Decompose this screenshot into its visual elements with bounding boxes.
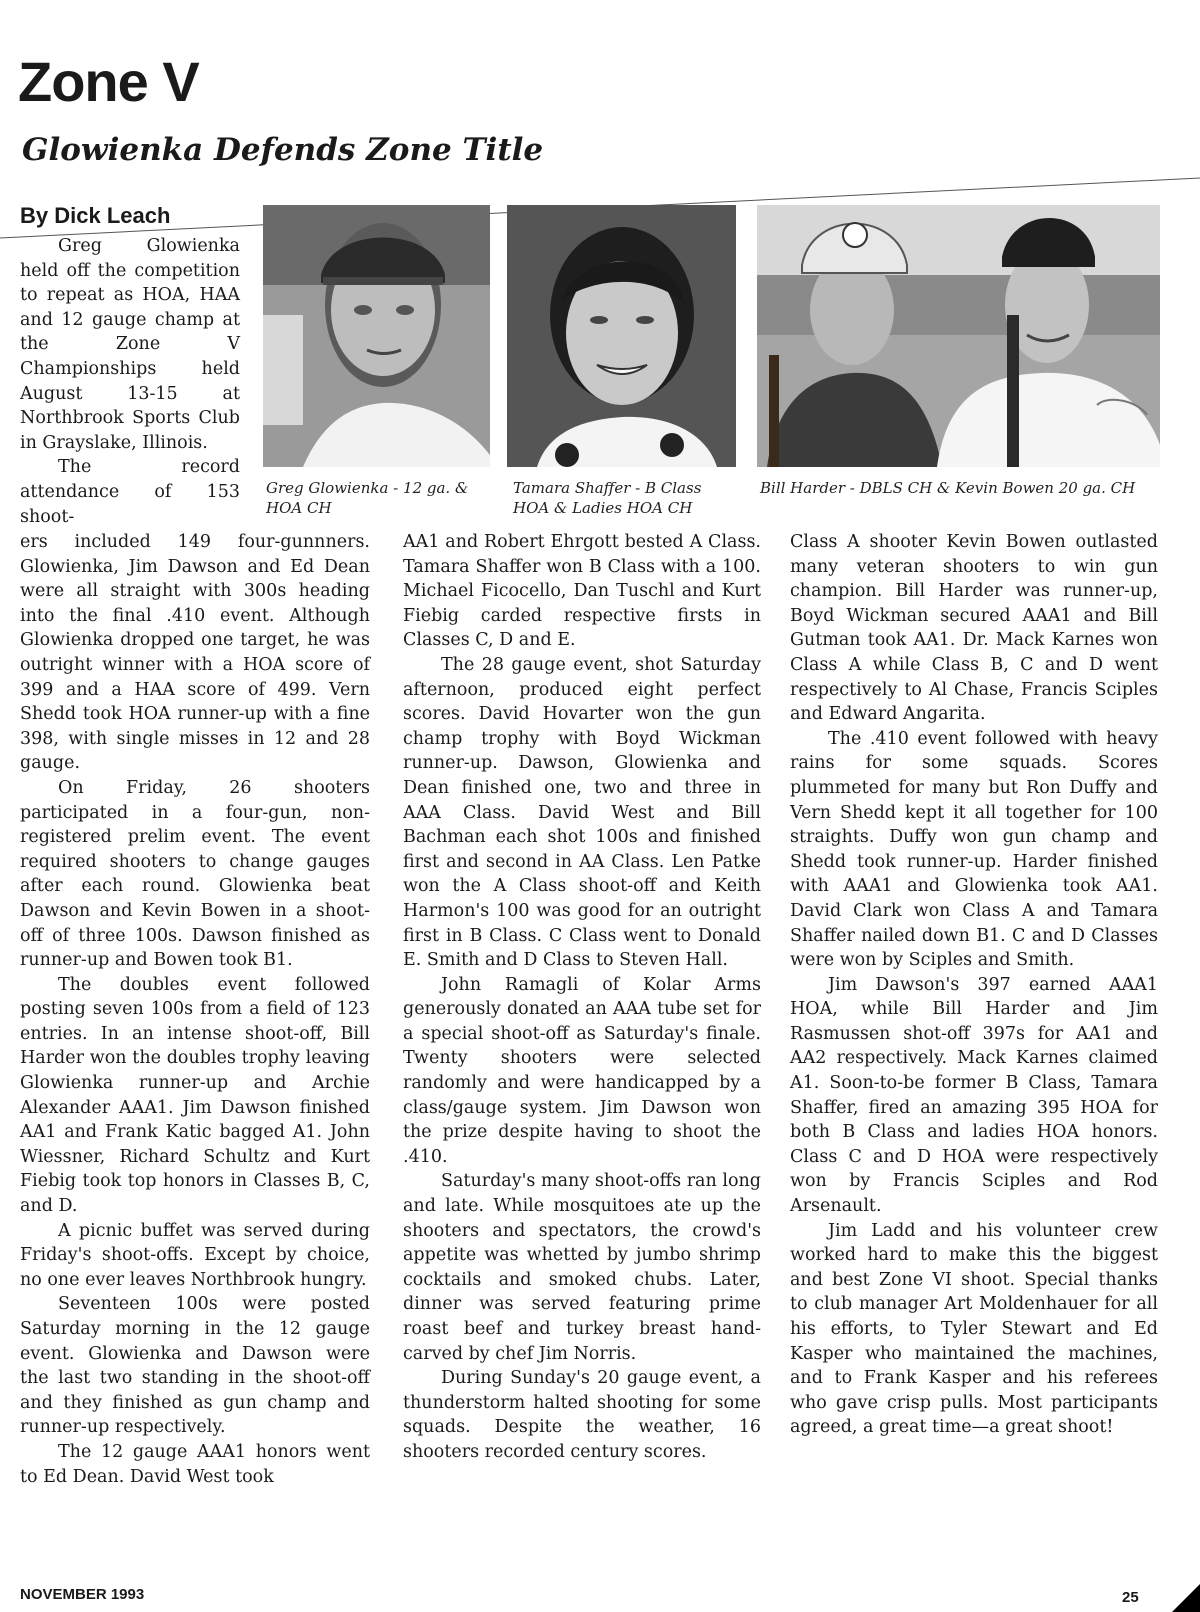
- paragraph: The record attendance of 153 shoot-: [20, 457, 240, 527]
- photo-caption-glowienka: Greg Glowienka - 12 ga. & HOA CH: [266, 479, 469, 517]
- paragraph: The 12 gauge AAA1 honors went to Ed Dean. David West took: [20, 1441, 370, 1487]
- paragraph: AA1 and Robert Ehrgott bested A Class. Tamara Shaffer won B Class with a 100. Michael Ficocello, Dan Tuschl and Kurt Fiebig carded respective firsts in Classes C, D and E.: [403, 532, 761, 651]
- page-number: 25: [1122, 1589, 1139, 1606]
- photo-tamara-shaffer: [507, 205, 736, 467]
- page-corner-mark: [1172, 1584, 1200, 1612]
- photo-caption-shaffer: Tamara Shaffer - B Class HOA & Ladies HOA CH: [513, 479, 702, 517]
- paragraph: During Sunday's 20 gauge event, a thunderstorm halted shooting for some squads. Despite the weather, 16 shooters recorded century scores.: [403, 1368, 761, 1462]
- paragraph: On Friday, 26 shooters participated in a four-gun, non-registered prelim event. The event required shooters to change gauges after each round. Glowienka beat Dawson and Kevin Bowen in a shoot-off of three 100s. Dawson finished as runner-up and Bowen took B1.: [20, 777, 370, 971]
- article-title: Zone V: [18, 50, 199, 113]
- paragraph: Saturday's many shoot-offs ran long and late. While mosquitoes ate up the shooters and spectators, the crowd's appetite was whetted by jumbo shrimp cocktails and smoked chubs. Later, dinner was served featuring prime roast beef and turkey breast hand-carved by chef Jim Norris.: [403, 1171, 761, 1364]
- photo-caption-harder-bowen: Bill Harder - DBLS CH & Kevin Bowen 20 ga. CH: [760, 479, 1136, 497]
- paragraph: The .410 event followed with heavy rains for some squads. Scores plummeted for many but Ron Duffy and Vern Shedd kept it all together for 100 straights. Duffy won gun champ and Shedd took runner-up. Harder finished with AAA1 and Glowienka took AA1. David Clark won Class A and Tamara Shaffer nailed down B1. C and D Classes were won by Sciples and Smith.: [790, 728, 1158, 971]
- paragraph: The 28 gauge event, shot Saturday afternoon, produced eight perfect scores. David Hovarter won the gun champ trophy with Boyd Wickman runner-up. Dawson, Glowienka and Dean finished one, two and three in AAA Class. David West and Bill Bachman each shot 100s and finished first and second in AA Class. Len Patke won the A Class shoot-off and Keith Harmon's 100 was good for an outright first in B Class. C Class went to Donald E. Smith and D Class to Steven Hall.: [403, 654, 761, 971]
- photo-greg-glowienka: [263, 205, 490, 467]
- article-lead-column: [20, 234, 240, 529]
- article-subtitle: Glowienka Defends Zone Title: [22, 132, 544, 168]
- paragraph: Class A shooter Kevin Bowen outlasted many veteran shooters to win gun champion. Bill Harder was runner-up, Boyd Wickman secured AAA1 and Bill Gutman took AA1. Dr. Mack Karnes won Class A while Class B, C and D went respectively to Al Chase, Francis Sciples and Edward Angarita.: [790, 532, 1158, 725]
- paragraph: Greg Glowienka held off the competition to repeat as HOA, HAA and 12 gauge champ at the Zone V Championships held August 13-15 at Northbrook Sports Club in Grayslake, Illinois.: [20, 236, 240, 453]
- issue-date: NOVEMBER 1993: [20, 1586, 145, 1603]
- paragraph: Jim Dawson's 397 earned AAA1 HOA, while Bill Harder and Jim Rasmussen shot-off 397s for AA1 and AA2 respectively. Mack Karnes claimed A1. Soon-to-be former B Class, Tamara Shaffer, fired an amazing 395 HOA for both B Class and ladies HOA honors. Class C and D HOA were respectively won by Francis Sciples and Rod Arsenault.: [790, 974, 1158, 1217]
- paragraph: The doubles event followed posting seven 100s from a field of 123 entries. In an intense shoot-off, Bill Harder won the doubles trophy leaving Glowienka runner-up and Archie Alexander AAA1. Jim Dawson finished AA1 and Frank Katic bagged A1. John Wiessner, Richard Schultz and Kurt Fiebig took top honors in Classes B, C, and D.: [20, 974, 370, 1217]
- paragraph: John Ramagli of Kolar Arms generously donated an AAA tube set for a special shoot-off as Saturday's finale. Twenty shooters were selected randomly and were handicapped by a class/gauge system. Jim Dawson won the prize despite having to shoot the .410.: [403, 974, 761, 1167]
- byline: By Dick Leach: [20, 203, 171, 228]
- article-column-2: [403, 530, 761, 1465]
- photo-harder-bowen: [757, 205, 1160, 467]
- article-column-3: [790, 530, 1158, 1440]
- paragraph: Jim Ladd and his volunteer crew worked hard to make this the biggest and best Zone VI shoot. Special thanks to club manager Art Moldenhauer for all his efforts, to Tyler Stewart and Ed Kasper who maintained the machines, and to Frank Kasper and his referees who gave crisp pulls. Most participants agreed, a great time—a great shoot!: [790, 1220, 1158, 1438]
- paragraph: A picnic buffet was served during Friday's shoot-offs. Except by choice, no one ever leaves Northbrook hungry.: [20, 1220, 370, 1290]
- paragraph: ers included 149 four-gunnners. Glowienka, Jim Dawson and Ed Dean were all straight with 300s heading into the final .410 event. Although Glowienka dropped one target, he was outright winner with a HOA score of 399 and a HAA score of 499. Vern Shedd took HOA runner-up with a fine 398, with single misses in 12 and 28 gauge.: [20, 532, 370, 774]
- article-column-1: [20, 530, 370, 1489]
- paragraph: Seventeen 100s were posted Saturday morning in the 12 gauge event. Glowienka and Dawson were the last two standing in the shoot-off and they finished as gun champ and runner-up respectively.: [20, 1294, 370, 1438]
